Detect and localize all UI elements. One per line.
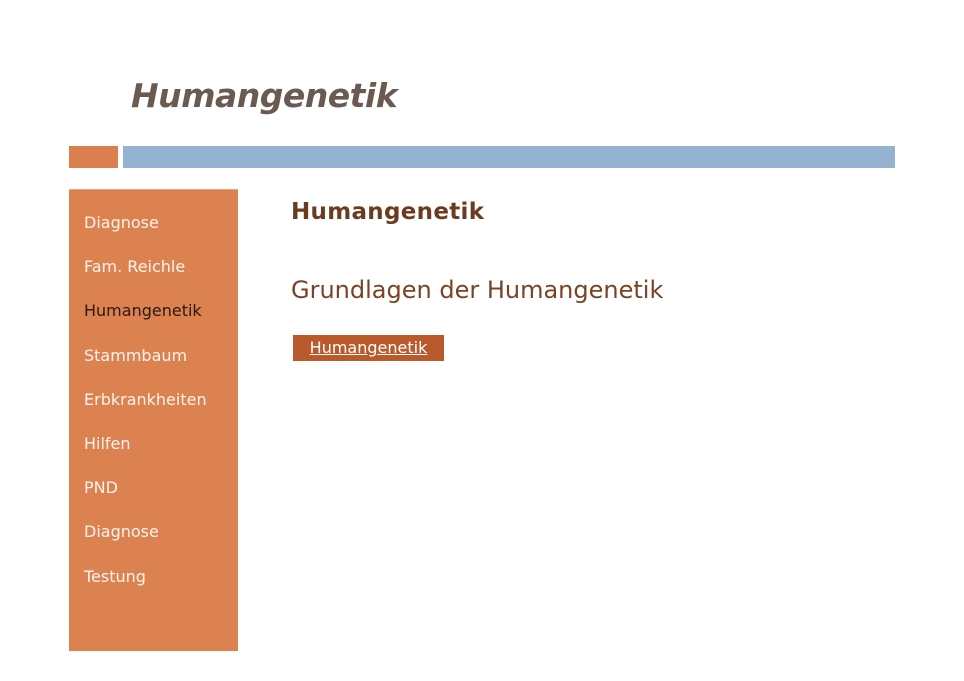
header-accent-blue [123,146,895,168]
site-title: Humangenetik [131,76,398,115]
sidebar-item-diagnose[interactable]: Diagnose [84,213,159,232]
content-heading: Humangenetik [291,199,485,225]
header-accent-orange [69,146,118,168]
sidebar-item-erbkrankheiten[interactable]: Erbkrankheiten [84,389,207,409]
humangenetik-link-button[interactable]: Humangenetik [293,335,444,361]
sidebar-list [84,212,207,610]
sidebar-item-fam-reichle[interactable]: Fam. Reichle [84,257,186,277]
sidebar-item-testung[interactable]: Testung [84,566,146,586]
sidebar-nav [69,189,238,651]
sidebar-item-pnd[interactable]: PND [84,478,118,498]
content-subtitle: Grundlagen der Humangenetik [291,276,664,304]
sidebar-item-diagnose-2[interactable]: Diagnose [84,522,159,542]
sidebar-item-hilfen[interactable]: Hilfen [84,433,131,453]
sidebar-item-humangenetik[interactable]: Humangenetik [84,301,202,321]
sidebar-item-stammbaum[interactable]: Stammbaum [84,345,188,365]
